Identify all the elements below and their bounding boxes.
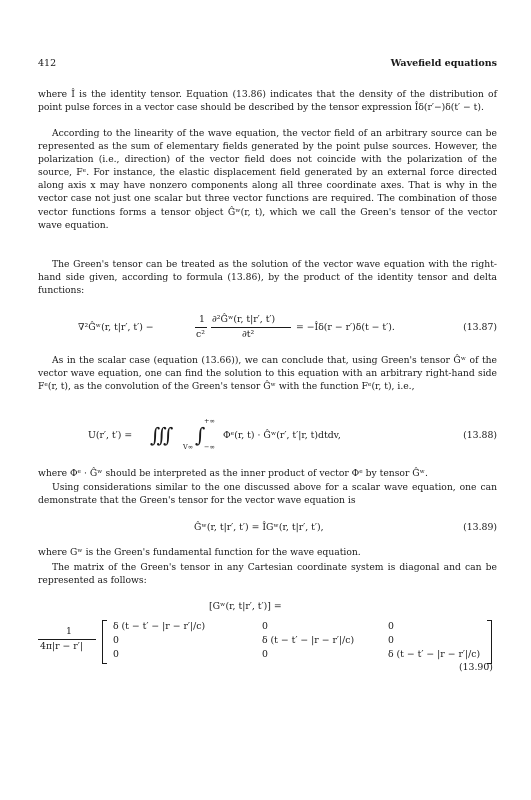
paragraph-1: where Î is the identity tensor. Equation (13.86) indicates that the density of the distribution of point pulse forces in a vector case should be described by the tensor expression Îδ(r′−)δ(t′ − t). — [38, 89, 497, 114]
eq90-prefactor-bar — [38, 639, 96, 640]
paragraph-3: The Green's tensor can be treated as the solution of the vector wave equation with the right-hand side given, according to formula (13.86), by the product of the identity tensor and delta functions: — [38, 259, 497, 297]
page-number: 412 — [38, 58, 57, 69]
eq88-integrand: Φᵉ(r, t) · Ĝʷ(r′, t′|r, t)dtdv, — [223, 430, 341, 441]
eq90-cell-1-2: 0 — [262, 621, 268, 632]
eq87-frac-den: ∂t² — [242, 329, 255, 340]
eq90-cell-1-3: 0 — [388, 621, 394, 632]
page-header — [38, 58, 497, 72]
eq87-frac-bar — [211, 327, 291, 328]
equation-13-87 — [38, 313, 497, 343]
running-title: Wavefield equations — [390, 58, 497, 69]
eq89-number: (13.89) — [463, 522, 497, 533]
eq90-number: (13.90) — [459, 662, 493, 673]
eq90-cell-2-1: 0 — [113, 635, 119, 646]
equation-13-88 — [38, 418, 497, 454]
paragraph-4: As in the scalar case (equation (13.66)), we can conclude that, using Green's tensor Ĝʷ of the vector wave equation, one can find the solution to this equation with an arbitrary right-hand side Fᵉ(r, t), as the convolution of the Green's tensor Ĝʷ with the function Fᵉ(r, t), i.e., — [38, 355, 497, 393]
eq88-triple-integral: ∭ — [150, 423, 174, 447]
eq90-cell-1-1: δ (t − t′ − |r − r′|/c) — [113, 621, 206, 632]
eq88-upper-limit: +∞ — [204, 417, 215, 425]
eq89-body: Ĝʷ(r, t|r′, t′) = ÎGʷ(r, t|r′, t′), — [194, 522, 324, 533]
eq88-time-integral: ∫ — [195, 423, 206, 447]
eq90-cell-2-3: 0 — [388, 635, 394, 646]
eq88-lhs: U(r′, t′) = — [88, 430, 133, 441]
eq87-frac-num: ∂²Ĝʷ(r, t|r′, t′) — [212, 314, 276, 325]
eq88-number: (13.88) — [463, 430, 497, 441]
paragraph-2: According to the linearity of the wave equation, the vector field of an arbitrary source can be represented as the sum of elementary fields generated by the point pulse sources. However, the polarization (i.e., direction) of the vector field does not coincide with the polarization of the source, Fᵉ. For instance, the elastic displacement field generated by an external force directed along axis x may have nonzero components along all three coordinate axes. That is why in the vector case not just one scalar but three vector functions are required. The combination of those vector functions forms a tensor object Ĝʷ(r, t), which we call the Green's tensor of the vector wave equation. — [38, 128, 497, 231]
eq90-cell-3-3: δ (t − t′ − |r − r′|/c) — [388, 649, 481, 660]
eq87-rhs: = −Îδ(r − r′)δ(t − t′). — [296, 322, 395, 333]
eq90-prefactor-num: 1 — [66, 626, 72, 637]
eq87-number: (13.87) — [463, 322, 497, 333]
eq88-lower-limit: −∞ — [204, 443, 215, 451]
eq90-right-bracket — [487, 620, 492, 664]
eq87-coef-bar — [195, 327, 207, 328]
paragraph-8: The matrix of the Green's tensor in any Cartesian coordinate system is diagonal and can be represented as follows: — [38, 562, 497, 587]
eq87-coef-num: 1 — [199, 314, 205, 325]
eq90-cell-3-2: 0 — [262, 649, 268, 660]
equation-13-89 — [38, 522, 497, 540]
eq87-lhs: ∇²Ĝʷ(r, t|r′, t′) − — [78, 322, 154, 333]
eq90-left-bracket — [102, 620, 107, 664]
paragraph-5: where Φᵉ · Ĝʷ should be interpreted as the inner product of vector Φᵉ by tensor Ĝʷ. — [38, 468, 428, 479]
eq90-cell-3-1: 0 — [113, 649, 119, 660]
eq87-coef-den: c² — [196, 329, 205, 340]
paragraph-6: Using considerations similar to the one discussed above for a scalar wave equation, one can demonstrate that the Green's tensor for the vector wave equation is — [38, 482, 497, 507]
eq90-head: [Gʷ(r, t|r′, t′)] = — [209, 601, 282, 612]
eq90-cell-2-2: δ (t − t′ − |r − r′|/c) — [262, 635, 355, 646]
eq88-sub-v: V∞ — [183, 443, 194, 451]
eq90-prefactor-den: 4π|r − r′| — [40, 641, 83, 652]
paragraph-7: where Gʷ is the Green's fundamental function for the wave equation. — [38, 547, 361, 558]
